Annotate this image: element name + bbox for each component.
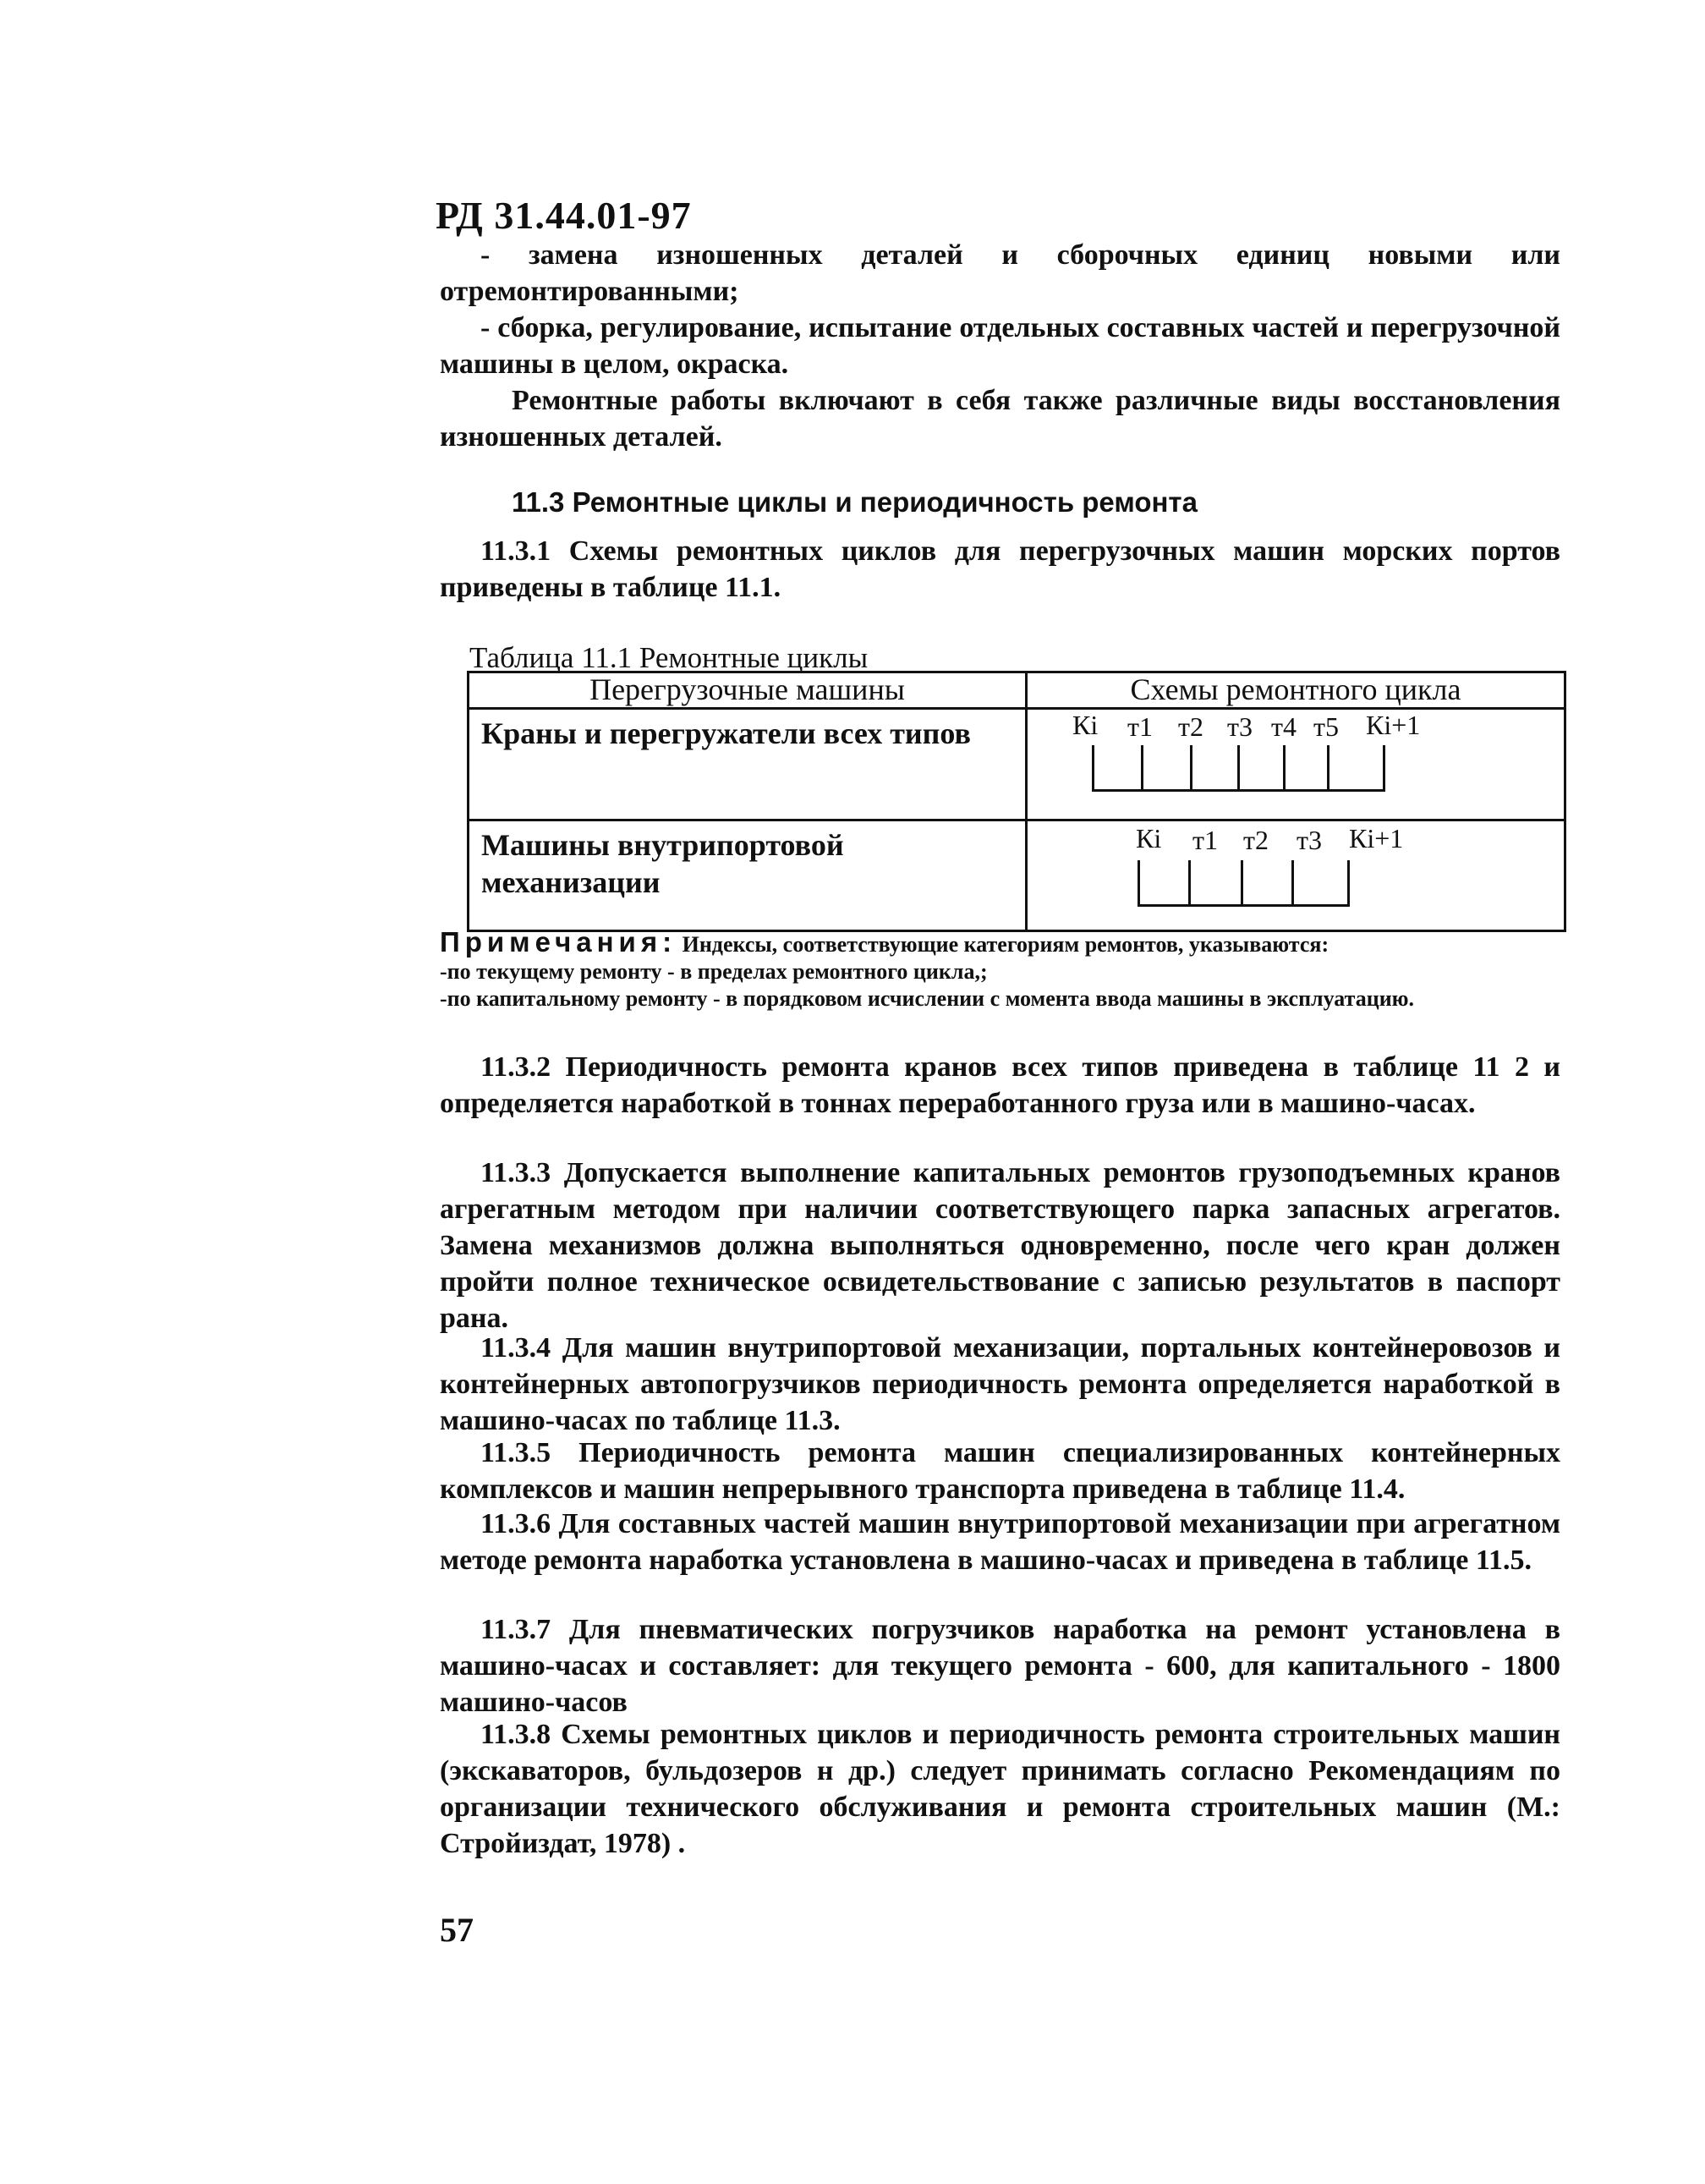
page-number: 57 [440,1911,474,1949]
scheme-label: т2 [1178,711,1203,742]
cycle-tick [1190,745,1192,792]
table-caption: Таблица 11.1 Ремонтные циклы [469,641,869,674]
intro-item-1: - замена изношенных деталей и сборочных единиц новыми или отремонтированными; [440,239,1560,307]
scheme-label: Кi+1 [1366,710,1421,740]
cycle-tick [1138,860,1140,907]
paragraph-11-3-1: 11.3.1 Схемы ремонтных циклов для перегрузочных машин морских портов приведены в таблице 11.1. [440,535,1560,603]
section-heading: 11.3 Ремонтные циклы и периодичность ремонта [512,486,1198,518]
scheme-label: т5 [1313,711,1339,742]
cycle-tick [1327,745,1329,792]
cycle-tick [1241,860,1243,907]
machine-cell: Краны и перегружатели всех типов [469,709,1027,820]
paragraph-11-3-2: 11.3.2 Периодичность ремонта кранов всех типов приведена в таблице 11 2 и определяется наработкой в тоннах переработанного груза или в машино-часах. [440,1051,1560,1119]
intro-repair-works: Ремонтные работы включают в себя также различные виды восстановления изношенных деталей. [440,385,1560,453]
paragraph-11-3-4: 11.3.4 Для машин внутрипортовой механизации, портальных контейнеровозов и контейнерных автопогрузчиков периодичность ремонта определяется наработкой в машино-часах по таблице 11.3. [440,1332,1560,1436]
scheme-label: т1 [1192,825,1218,855]
paragraph-11-3-6: 11.3.6 Для составных частей машин внутрипортовой механизации при агрегатном методе ремонта наработка установлена в машино-часах и приведена в таблице 11.5. [440,1508,1560,1576]
cycle-tick [1347,860,1350,907]
paragraph-11-3-8: 11.3.8 Схемы ремонтных циклов и периодичность ремонта строительных машин (экскаваторов, бульдозеров н др.) следует принимать согласно Рекомендациям по организации технического обслуживания и ремонта строительных машин (М.: Стройиздат, 1978) . [440,1719,1560,1859]
scheme-label: т3 [1297,825,1322,855]
repair-cycles-table [467,671,1566,932]
cycle-tick [1383,745,1385,792]
scheme-cell-port-machines [1027,820,1565,931]
document-code: РД 31.44.01-97 [436,194,692,237]
cycle-tick [1291,860,1294,907]
table-header-row [469,672,1565,709]
notes-line-1: Индексы, соответствующие категориям ремонтов, указываются: [682,932,1329,957]
scheme-label: Кi [1136,823,1162,853]
table-notes [440,926,1565,1012]
intro-item-2: - сборка, регулирование, испытание отдельных составных частей и перегрузочной машины в целом, окраска. [440,312,1560,380]
scheme-label: Кi+1 [1349,823,1404,853]
scheme-cell-cranes [1027,709,1565,820]
cycle-tick [1237,745,1240,792]
scheme-label: т3 [1227,711,1253,742]
paragraph-11-3-5: 11.3.5 Периодичность ремонта машин специализированных контейнерных комплексов и машин непрерывного транспорта приведена в таблице 11.4. [440,1437,1560,1505]
scheme-label: т4 [1271,711,1297,742]
column-header-scheme: Схемы ремонтного цикла [1027,672,1565,709]
notes-heading: Примечания: [440,926,677,958]
table-row [469,709,1565,820]
cycle-baseline [1138,904,1350,907]
machine-cell: Машины внутрипортовой механизации [469,820,1027,931]
table-row [469,820,1565,931]
cycle-baseline [1092,789,1385,792]
paragraph-11-3-7: 11.3.7 Для пневматических погрузчиков наработка на ремонт установлена в машино-часах и составляет: для текущего ремонта - 600, для капитального - 1800 машино-часов [440,1614,1560,1718]
cycle-tick [1141,745,1143,792]
paragraph-11-3-3: 11.3.3 Допускается выполнение капитальных ремонтов грузоподъемных кранов агрегатным методом при наличии соответствующего парка запасных агрегатов. Замена механизмов должна выполняться одновременно, после чего кран должен пройти полное техническое освидетельствование с записью результатов в паспорт рана. [440,1157,1560,1334]
scheme-label: т2 [1243,825,1269,855]
scheme-label: т1 [1127,711,1153,742]
cycle-tick [1188,860,1191,907]
notes-line-2: -по текущему ремонту - в пределах ремонтного цикла,; [440,959,988,984]
scheme-label: Кi [1072,710,1099,740]
cycle-tick [1283,745,1286,792]
cycle-tick [1092,745,1094,792]
notes-line-3: -по капитальному ремонту - в порядковом исчислении с момента ввода машины в эксплуатацию. [440,986,1415,1011]
column-header-machines: Перегрузочные машины [469,672,1027,709]
